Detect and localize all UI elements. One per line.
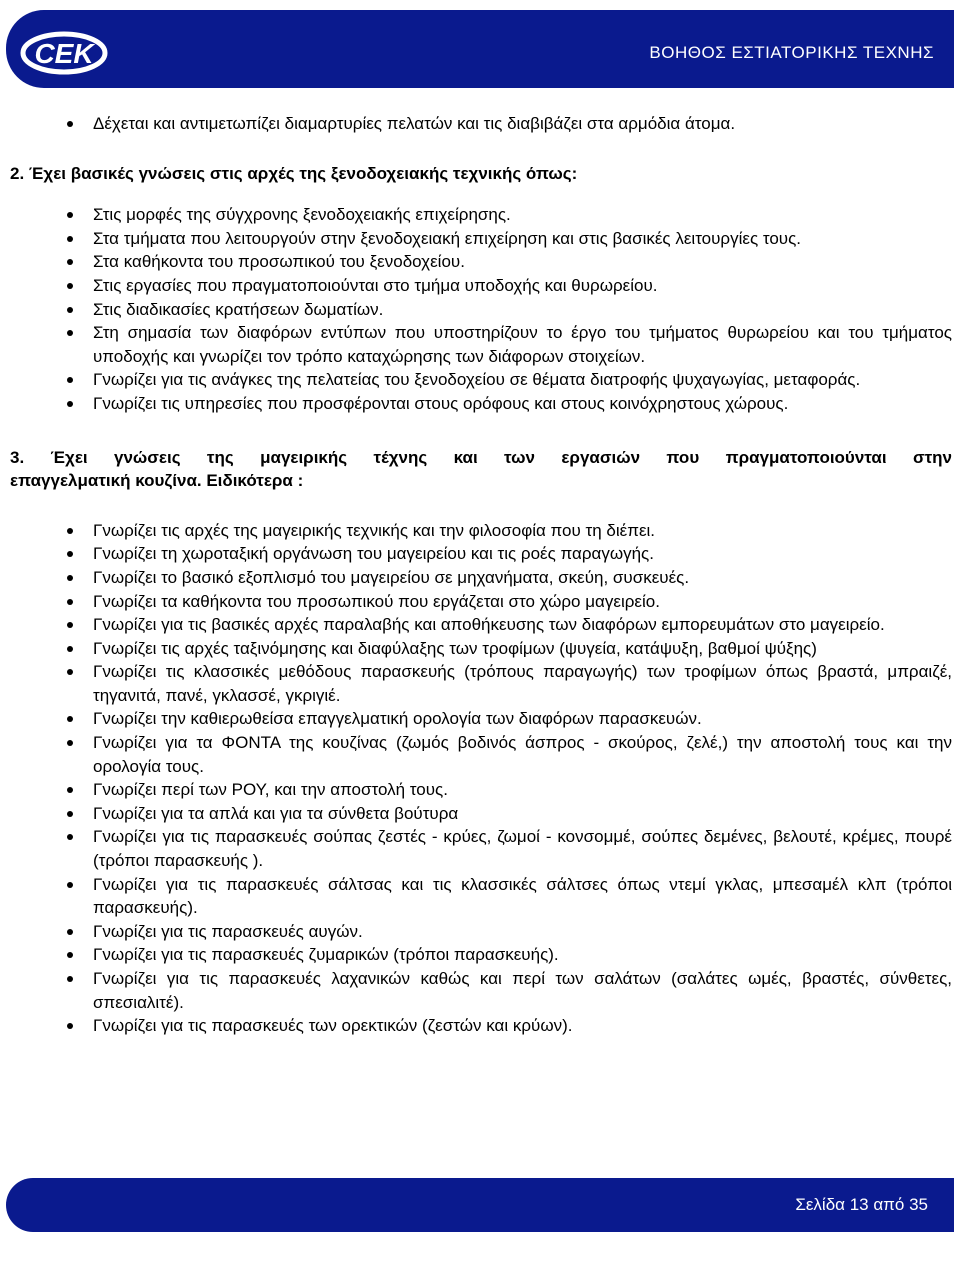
list-item: Γνωρίζει για τα απλά και για τα σύνθετα βούτυρα (10, 802, 952, 826)
list-item: Γνωρίζει το βασικό εξοπλισμό του μαγειρείου σε μηχανήματα, σκεύη, συσκευές. (10, 566, 952, 590)
list-item: Γνωρίζει τη χωροταξική οργάνωση του μαγειρείου και τις ροές παραγωγής. (10, 542, 952, 566)
section-3-heading-line2: επαγγελματική κουζίνα. Ειδικότερα : (10, 471, 304, 491)
section-2-list (10, 203, 952, 415)
list-item: Στα τμήματα που λειτουργούν στην ξενοδοχειακή επιχείρηση και στις βασικές λειτουργίες τους. (10, 227, 952, 251)
list-item: Στη σημασία των διαφόρων εντύπων που υποστηρίζουν το έργο του τμήματος θυρωρείου και του τμήματος υποδοχής και γνωρίζει τον τρόπο καταχώρησης των διάφορων στοιχείων. (10, 321, 952, 368)
intro-list (10, 112, 952, 136)
list-item: Γνωρίζει για τις βασικές αρχές παραλαβής και αποθήκευσης των διαφόρων εμπορευμάτων στο μαγειρείο. (10, 613, 952, 637)
list-item: Γνωρίζει για τις παρασκευές αυγών. (10, 920, 952, 944)
page-number: Σελίδα 13 από 35 (795, 1195, 928, 1214)
logo-text: CEK (34, 38, 94, 69)
list-item: Γνωρίζει για τα ΦΟΝΤΑ της κουζίνας (ζωμός βοδινός άσπρος - σκούρος, ζελέ,) την αποστολή τους και την ορολογία τους. (10, 731, 952, 778)
list-item: Στις διαδικασίες κρατήσεων δωματίων. (10, 298, 952, 322)
list-item: Γνωρίζει τις αρχές ταξινόμησης και διαφύλαξης των τροφίμων (ψυγεία, κατάψυξη, βαθμοί ψύξης) (10, 637, 952, 661)
list-item: Γνωρίζει για τις παρασκευές των ορεκτικών (ζεστών και κρύων). (10, 1014, 952, 1038)
list-item: Γνωρίζει για τις παρασκευές ζυμαρικών (τρόποι παρασκευής). (10, 943, 952, 967)
list-item: Γνωρίζει τις αρχές της μαγειρικής τεχνικής και την φιλοσοφία που τη διέπει. (10, 519, 952, 543)
list-item: Γνωρίζει περί των ΡΟΥ, και την αποστολή τους. (10, 778, 952, 802)
list-item: Γνωρίζει για τις παρασκευές σάλτσας και τις κλασσικές σάλτσες όπως ντεμί γκλας, μπεσαμέλ κλπ (τρόποι παρασκευής). (10, 873, 952, 920)
page-header (0, 0, 960, 108)
list-item: Στις μορφές της σύγχρονης ξενοδοχειακής επιχείρησης. (10, 203, 952, 227)
list-item: Γνωρίζει για τις παρασκευές σούπας ζεστές - κρύες, ζωμοί - κονσομμέ, σούπες δεμένες, βελουτέ, κρέμες, πουρέ (τρόποι παρασκευής ). (10, 825, 952, 872)
list-item: Γνωρίζει την καθιερωθείσα επαγγελματική ορολογία των διαφόρων παρασκευών. (10, 707, 952, 731)
list-item: Γνωρίζει τα καθήκοντα του προσωπικού που εργάζεται στο χώρο μαγειρείο. (10, 590, 952, 614)
list-item: Γνωρίζει για τις παρασκευές λαχανικών καθώς και περί των σαλάτων (σαλάτες ωμές, βραστές, σύνθετες, σπεσιαλιτέ). (10, 967, 952, 1014)
section-2-heading: 2. Έχει βασικές γνώσεις στις αρχές της ξενοδοχειακής τεχνικής όπως: (10, 163, 578, 183)
section-3-heading-line1: 3. Έχει γνώσεις της μαγειρικής τέχνης και των εργασιών που πραγματοποιούνται στην (10, 447, 952, 467)
list-item: Δέχεται και αντιμετωπίζει διαμαρτυρίες πελατών και τις διαβιβάζει στα αρμόδια άτομα. (10, 112, 952, 136)
section-3-list (10, 519, 952, 1038)
list-item: Γνωρίζει τις κλασσικές μεθόδους παρασκευής (τρόπους παραγωγής) των τροφίμων όπως βραστά, μπραιζέ, τηγανιτά, πανέ, γκλασσέ, γκριγιέ. (10, 660, 952, 707)
list-item: Στις εργασίες που πραγματοποιούνται στο τμήμα υποδοχής και θυρωρείου. (10, 274, 952, 298)
list-item: Στα καθήκοντα του προσωπικού του ξενοδοχείου. (10, 250, 952, 274)
page-footer (0, 1178, 960, 1234)
list-item: Γνωρίζει για τις ανάγκες της πελατείας του ξενοδοχείου σε θέματα διατροφής ψυχαγωγίας, μεταφοράς. (10, 368, 952, 392)
page-body (10, 112, 952, 1038)
document-title: ΒΟΗΘΟΣ ΕΣΤΙΑΤΟΡΙΚΗΣ ΤΕΧΝΗΣ (649, 43, 934, 62)
list-item: Γνωρίζει τις υπηρεσίες που προσφέρονται στους ορόφους και στους κοινόχρηστους χώρους. (10, 392, 952, 416)
cek-logo (20, 28, 110, 78)
